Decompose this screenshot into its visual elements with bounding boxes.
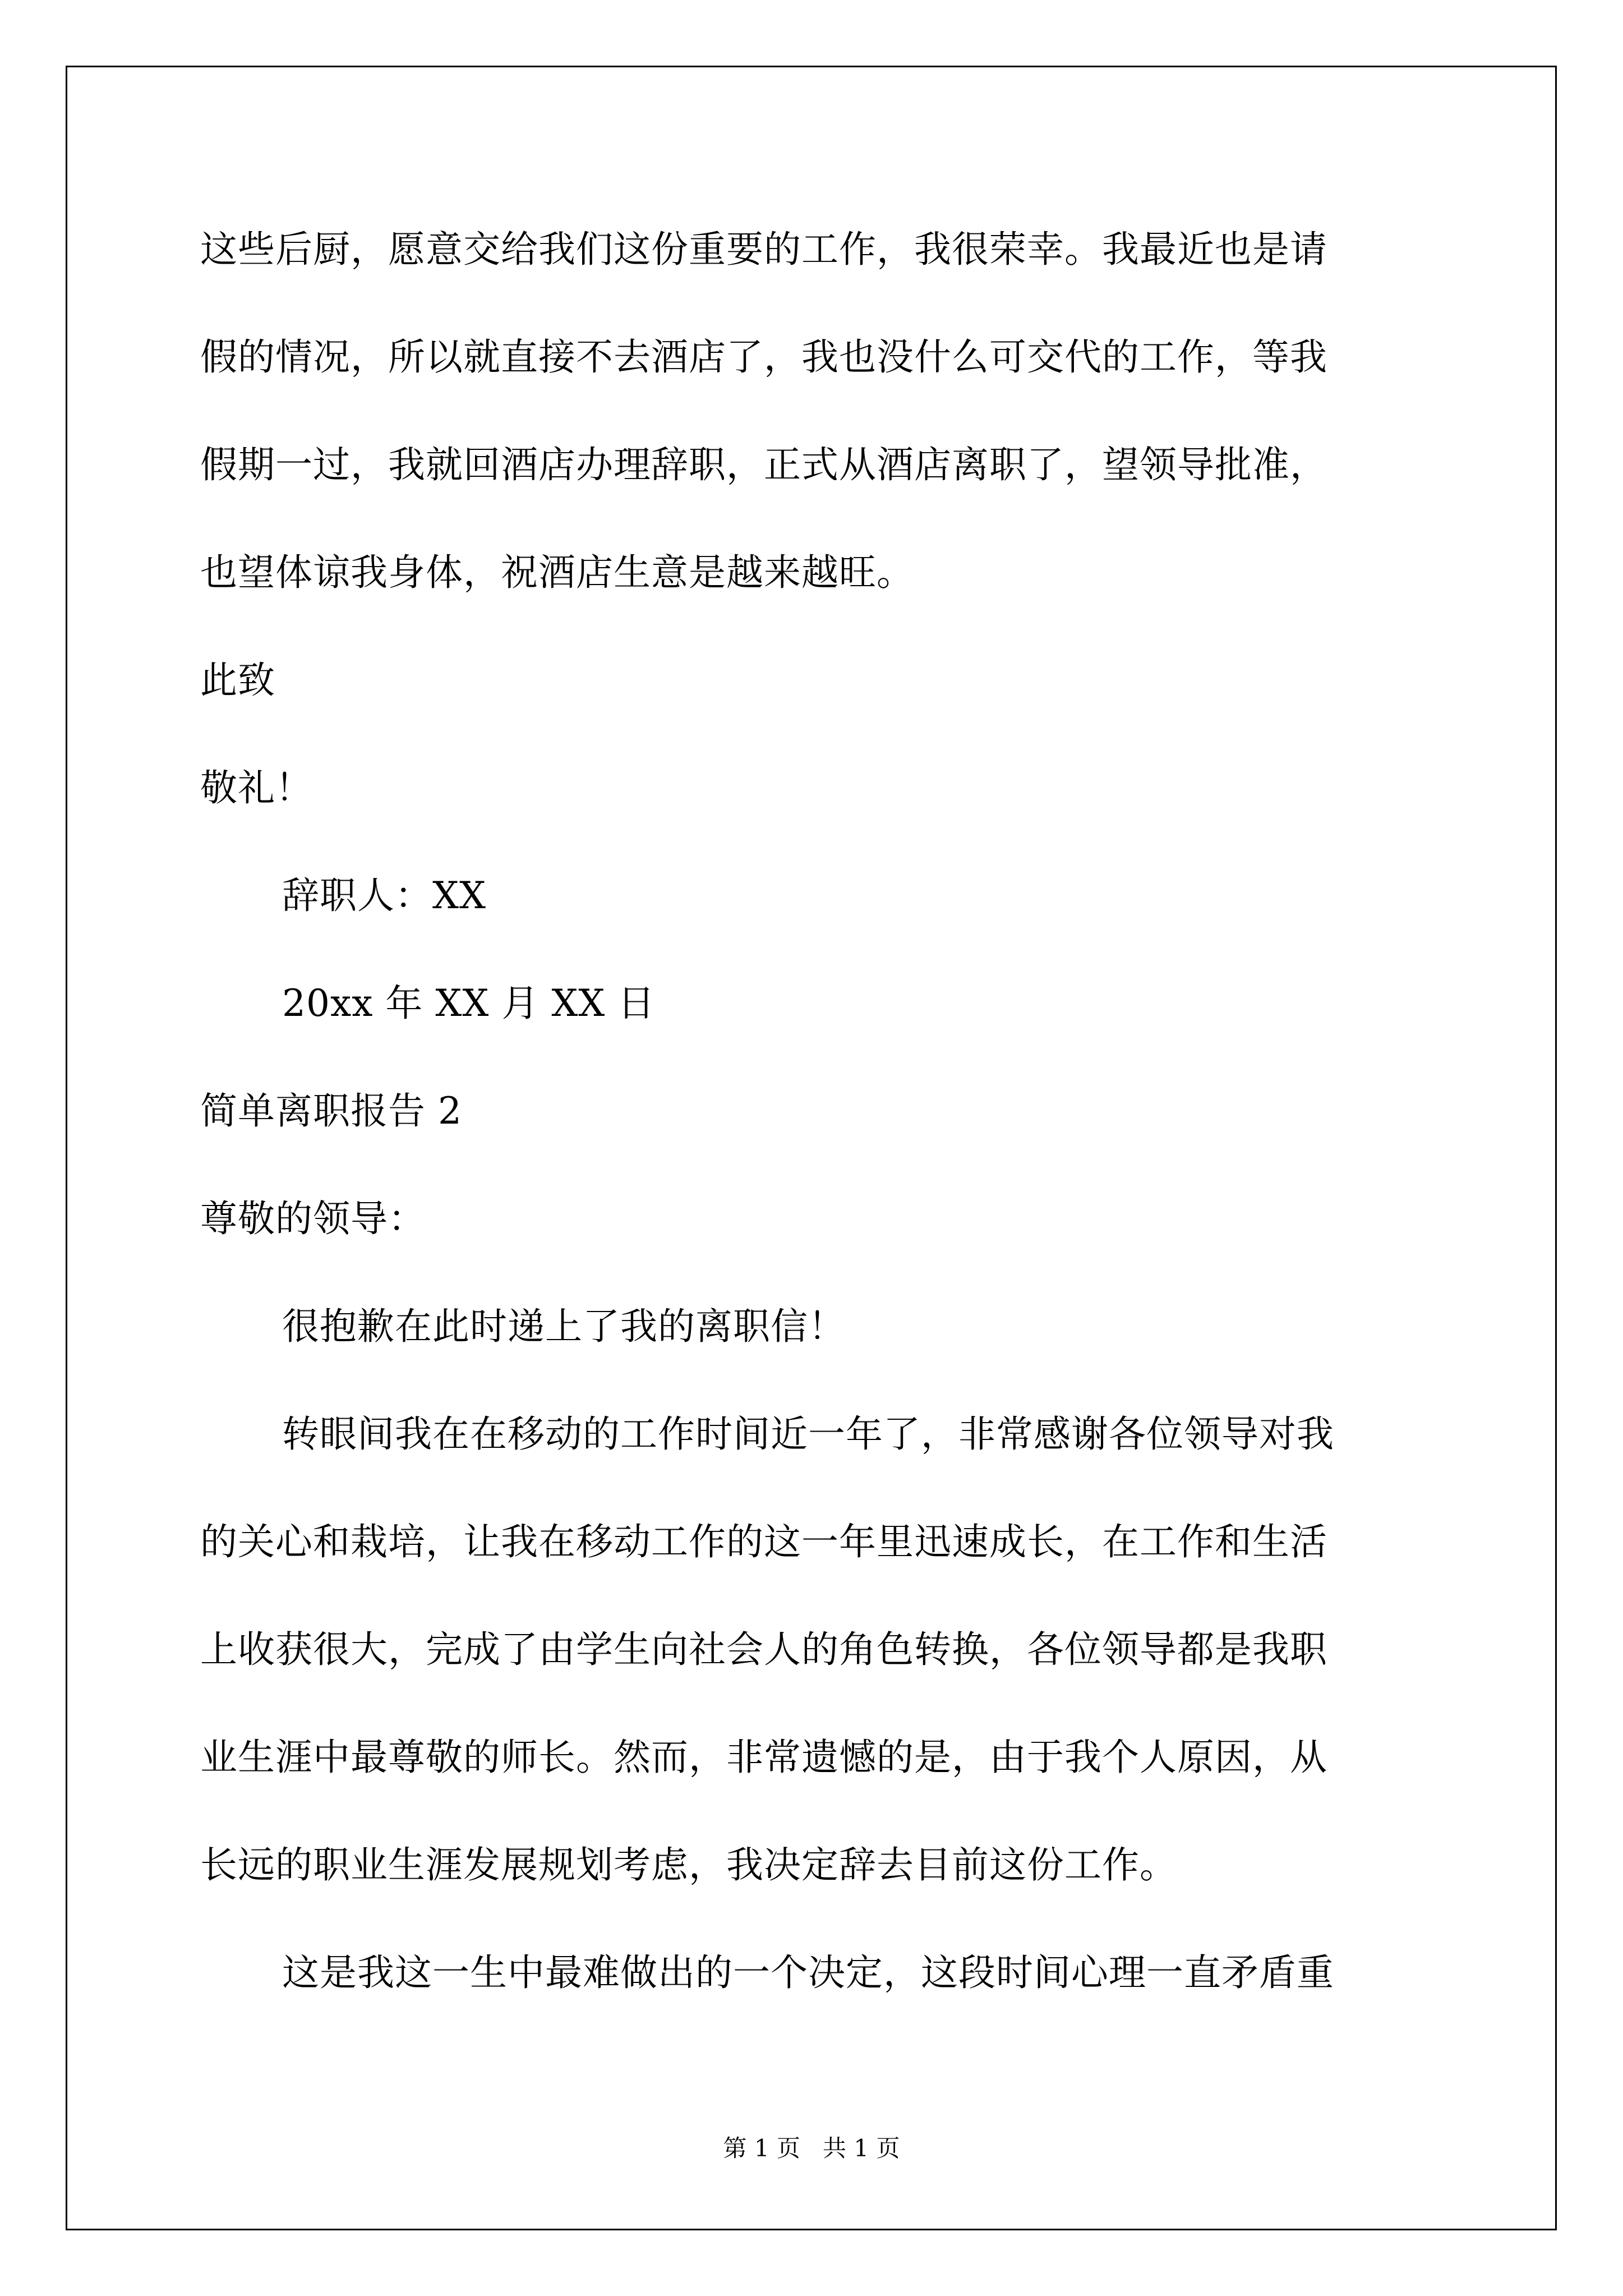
body-line: 假期一过，我就回酒店办理辞职，正式从酒店离职了，望领导批准， <box>200 443 1327 486</box>
body-line: 假的情况，所以就直接不去酒店了，我也没什么可交代的工作，等我 <box>200 335 1327 379</box>
body-line: 业生涯中最尊敬的师长。然而，非常遗憾的是，由于我个人原因，从 <box>200 1736 1327 1779</box>
signature-name: 辞职人：XX <box>282 874 486 917</box>
body-line: 上收获很大，完成了由学生向社会人的角色转换，各位领导都是我职 <box>200 1628 1327 1671</box>
page-number-footer: 第 1 页 共 1 页 <box>723 2134 900 2162</box>
letter-greeting: 尊敬的领导： <box>200 1197 426 1240</box>
body-line: 长远的职业生涯发展规划考虑，我决定辞去目前这份工作。 <box>200 1843 1177 1887</box>
body-line: 也望体谅我身体，祝酒店生意是越来越旺。 <box>200 551 914 594</box>
body-line: 很抱歉在此时递上了我的离职信！ <box>282 1305 846 1348</box>
closing-regards: 敬礼！ <box>200 766 313 809</box>
section-heading: 简单离职报告 2 <box>200 1089 462 1133</box>
page-border <box>66 66 1557 2230</box>
closing-salutation: 此致 <box>200 659 275 702</box>
body-line: 这些后厨，愿意交给我们这份重要的工作，我很荣幸。我最近也是请 <box>200 228 1327 271</box>
body-line: 转眼间我在在移动的工作时间近一年了，非常感谢各位领导对我 <box>282 1412 1334 1456</box>
body-line: 这是我这一生中最难做出的一个决定，这段时间心理一直矛盾重 <box>282 1951 1334 1994</box>
signature-date: 20xx 年 XX 月 XX 日 <box>282 982 656 1025</box>
body-line: 的关心和栽培，让我在移动工作的这一年里迅速成长，在工作和生活 <box>200 1520 1327 1563</box>
